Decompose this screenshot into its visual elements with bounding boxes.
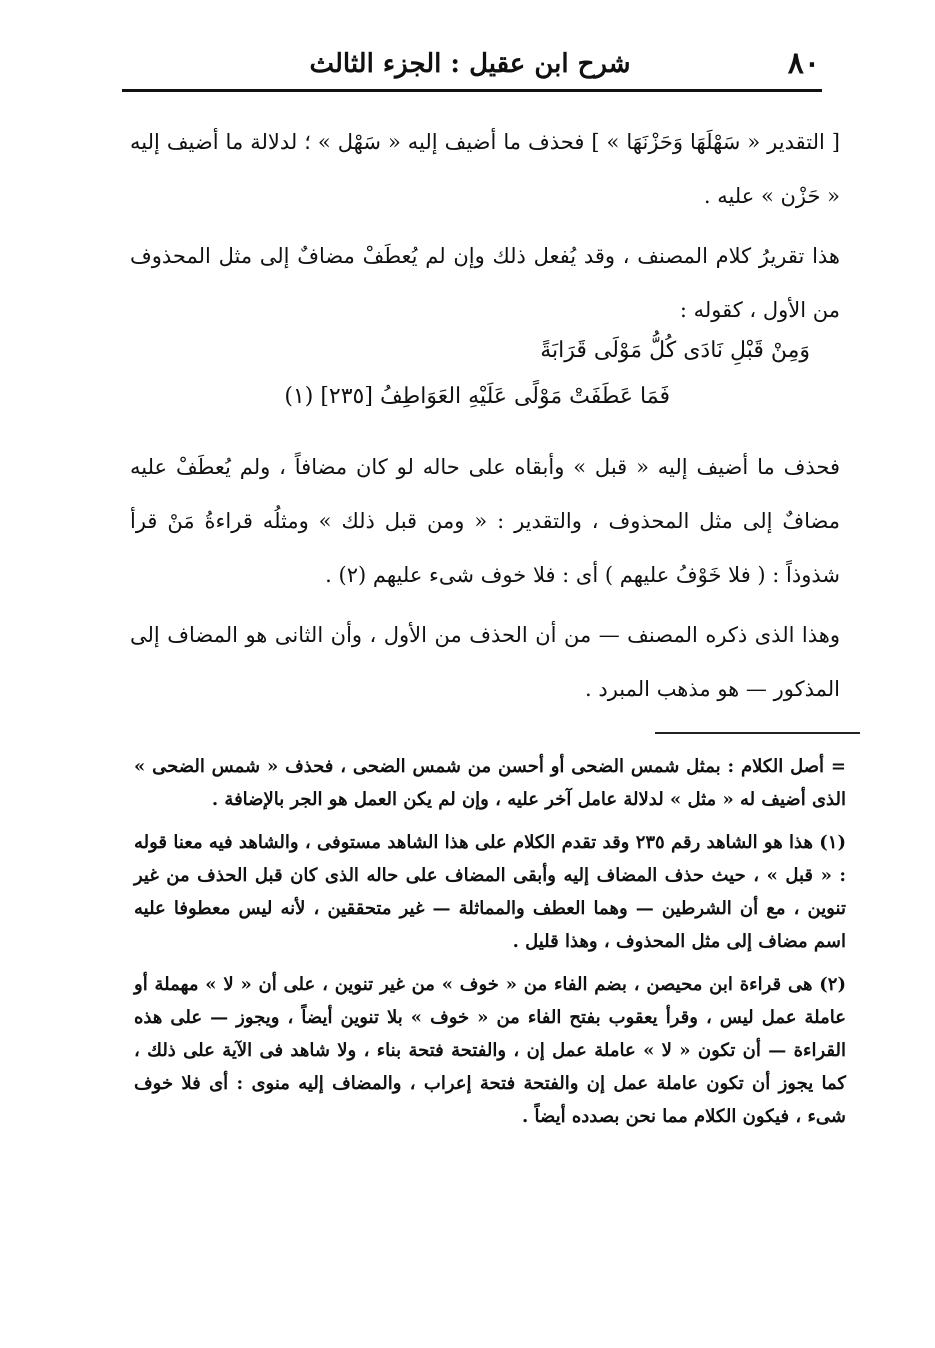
paragraph-4: وهذا الذى ذكره المصنف — من أن الحذف من الأول ، وأن الثانى هو المضاف إلى المذكور — هو مذهب المبرد .: [130, 623, 840, 701]
footnotes: [134, 750, 846, 1143]
paragraph-1: [ التقدير « سَهْلَهَا وَحَزْنَهَا » ] فحذف ما أضيف إليه « سَهْل » ؛ لدلالة ما أضيف إليه « حَزْن » عليه .: [130, 130, 840, 208]
page-header: [120, 40, 820, 88]
verse-line-1: وَمِنْ قَبْلِ نَادَى كُلُّ مَوْلَى قَرَابَةً: [540, 338, 810, 363]
header-rule: [122, 89, 822, 92]
page-number: ٨٠: [787, 46, 820, 81]
footnote-1: (١) هذا هو الشاهد رقم ٢٣٥ وقد تقدم الكلام على هذا الشاهد مستوفى ، والشاهد فيه معنا قوله : « قبل » ، حيث حذف المضاف إليه وأبقى المضاف على حاله الذى كان قبل الحذف من غير تنوين ، مع أن الشرطين — وهما العطف والمماثلة — غير متحققين ، لأنه ليس معطوفا عليه اسم مضاف إلى مثل المحذوف ، وهذا قليل .: [134, 832, 846, 952]
footnote-divider: [655, 732, 860, 734]
running-title: شرح ابن عقيل : الجزء الثالث: [309, 49, 631, 79]
main-text-bottom: [130, 440, 840, 722]
paragraph-2: هذا تقريرُ كلام المصنف ، وقد يُفعل ذلك وإن لم يُعطَفْ مضافٌ إلى مثل المحذوف من الأول ، كقوله :: [130, 244, 840, 322]
footnote-2: (٢) هى قراءة ابن محيصن ، بضم الفاء من « خوف » من غير تنوين ، على أن « لا » مهملة أو عاملة عمل ليس ، وقرأ يعقوب بفتح الفاء من « خوف » بلا تنوين أيضاً ، ويجوز — على هذه القراءة — أن تكون « لا » عاملة عمل إن ، والفتحة فتحة بناء ، ولا شاهد فى الآية على ذلك ، كما يجوز أن تكون عاملة عمل إن والفتحة فتحة إعراب ، والمضاف إليه منوى : أى فلا خوف شىء ، فيكون الكلام مما نحن بصدده أيضاً .: [134, 974, 846, 1127]
verse-line-2: فَمَا عَطَفَتْ مَوْلًى عَلَيْهِ العَوَاطِفُ [٢٣٥] (١): [284, 384, 670, 409]
footnote-continuation: = أصل الكلام : بمثل شمس الضحى أو أحسن من شمس الضحى ، فحذف « شمس الضحى » الذى أضيف له « مثل » لدلالة عامل آخر عليه ، وإن لم يكن العمل هو الجر بالإضافة .: [134, 756, 846, 810]
paragraph-3: فحذف ما أضيف إليه « قبل » وأبقاه على حاله لو كان مضافاً ، ولم يُعطَفْ عليه مضافٌ إلى مثل المحذوف ، والتقدير : « ومن قبل ذلك » ومثلُه قراءةُ مَنْ قرأ شذوذاً : ( فلا خَوْفُ عليهم ) أى : فلا خوف شىء عليهم (٢) .: [130, 455, 840, 587]
main-text-top: [130, 115, 840, 343]
verse: [160, 328, 850, 420]
